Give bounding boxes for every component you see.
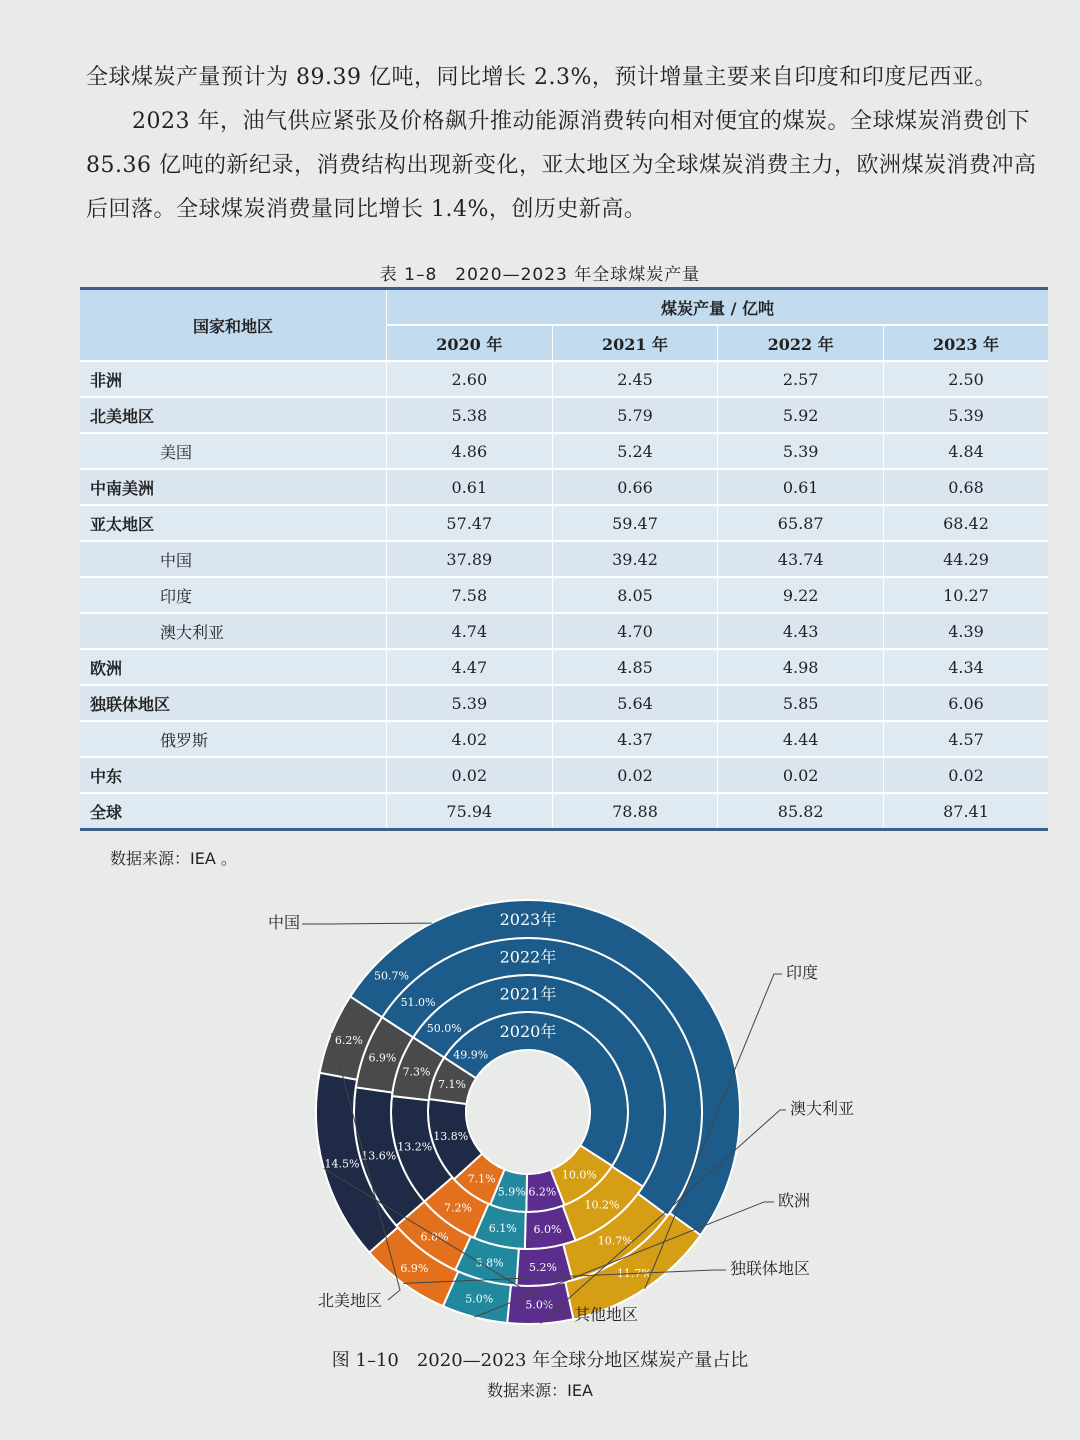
header-region: 国家和地区 [80, 289, 387, 362]
donut-percent-label: 7.1% [438, 1078, 466, 1092]
donut-percent-label: 6.0% [533, 1222, 562, 1236]
production-value: 4.47 [387, 649, 553, 685]
donut-percent-label: 51.0% [400, 996, 436, 1010]
table-row [80, 757, 1048, 793]
donut-percent-label: 10.2% [584, 1198, 620, 1212]
production-value: 5.79 [552, 397, 718, 433]
production-value: 10.27 [884, 577, 1048, 613]
donut-percent-label: 49.9% [453, 1048, 489, 1062]
ring-year-label: 2023年 [499, 910, 557, 929]
production-value: 9.22 [718, 577, 884, 613]
category-label: 北美地区 [318, 1291, 383, 1310]
donut-percent-label: 6.1% [488, 1221, 517, 1235]
region-name: 中国 [80, 541, 387, 577]
production-value: 65.87 [718, 505, 884, 541]
table-title: 表 1–8 2020—2023 年全球煤炭产量 [379, 265, 701, 285]
region-name: 俄罗斯 [80, 721, 387, 757]
donut-percent-label: 5.2% [528, 1260, 557, 1274]
production-value: 85.82 [718, 793, 884, 830]
production-value: 4.74 [387, 613, 553, 649]
donut-percent-label: 13.2% [397, 1140, 433, 1154]
production-value: 5.64 [552, 685, 718, 721]
region-name: 亚太地区 [80, 505, 387, 541]
category-label: 印度 [786, 963, 819, 982]
region-name: 印度 [80, 577, 387, 613]
donut-percent-label: 13.6% [361, 1149, 397, 1163]
production-value: 44.29 [884, 541, 1048, 577]
production-value: 5.24 [552, 433, 718, 469]
region-name: 非洲 [80, 361, 387, 397]
production-value: 7.58 [387, 577, 553, 613]
region-name: 美国 [80, 433, 387, 469]
coal-production-table [80, 287, 1048, 831]
production-value: 68.42 [884, 505, 1048, 541]
production-value: 4.44 [718, 721, 884, 757]
production-value: 78.88 [552, 793, 718, 830]
production-value: 0.61 [718, 469, 884, 505]
production-value: 0.02 [718, 757, 884, 793]
donut-chart [240, 880, 855, 1340]
table-row [80, 793, 1048, 830]
production-value: 4.86 [387, 433, 553, 469]
production-value: 8.05 [552, 577, 718, 613]
production-value: 39.42 [552, 541, 718, 577]
donut-percent-label: 6.9% [400, 1262, 429, 1276]
production-value: 2.57 [718, 361, 884, 397]
donut-percent-label: 5.9% [497, 1185, 526, 1199]
production-value: 37.89 [387, 541, 553, 577]
table-source: 数据来源：IEA 。 [110, 849, 237, 868]
table-row [80, 541, 1048, 577]
production-value: 4.43 [718, 613, 884, 649]
region-name: 独联体地区 [80, 685, 387, 721]
region-name: 北美地区 [80, 397, 387, 433]
donut-percent-label: 6.8% [420, 1230, 449, 1244]
callout-line [302, 923, 432, 924]
production-value: 2.60 [387, 361, 553, 397]
donut-percent-label: 7.3% [402, 1065, 431, 1079]
production-value: 4.39 [884, 613, 1048, 649]
production-value: 0.02 [387, 757, 553, 793]
production-value: 5.39 [884, 397, 1048, 433]
table-row [80, 397, 1048, 433]
production-value: 4.84 [884, 433, 1048, 469]
category-label: 独联体地区 [730, 1259, 811, 1278]
header-year: 2020 年 [387, 325, 553, 361]
production-value: 0.68 [884, 469, 1048, 505]
production-value: 59.47 [552, 505, 718, 541]
production-value: 5.39 [718, 433, 884, 469]
table-row [80, 577, 1048, 613]
donut-percent-label: 7.2% [443, 1201, 472, 1215]
production-value: 4.98 [718, 649, 884, 685]
table-row [80, 433, 1048, 469]
production-value: 5.39 [387, 685, 553, 721]
region-name: 澳大利亚 [80, 613, 387, 649]
figure-caption: 图 1–10 2020—2023 年全球分地区煤炭产量占比 [331, 1350, 749, 1371]
donut-percent-label: 14.5% [324, 1157, 360, 1171]
region-name: 全球 [80, 793, 387, 830]
donut-percent-label: 11.7% [616, 1267, 652, 1281]
table-row [80, 505, 1048, 541]
production-value: 87.41 [884, 793, 1048, 830]
donut-percent-label: 6.2% [528, 1185, 557, 1199]
region-name: 欧洲 [80, 649, 387, 685]
production-value: 0.66 [552, 469, 718, 505]
table-row [80, 469, 1048, 505]
category-label: 其他地区 [574, 1305, 639, 1324]
production-value: 0.61 [387, 469, 553, 505]
ring-year-label: 2021年 [499, 984, 557, 1004]
production-value: 4.70 [552, 613, 718, 649]
ring-year-label: 2020年 [499, 1022, 557, 1041]
donut-percent-label: 6.2% [334, 1034, 363, 1048]
production-value: 5.38 [387, 397, 553, 433]
header-year: 2022 年 [718, 325, 884, 361]
production-value: 0.02 [552, 757, 718, 793]
category-label: 欧洲 [778, 1191, 811, 1210]
production-value: 0.02 [884, 757, 1048, 793]
ring-year-label: 2022年 [499, 947, 557, 967]
production-value: 4.34 [884, 649, 1048, 685]
donut-percent-label: 5.0% [525, 1298, 554, 1312]
paragraph-2: 2023 年，油气供应紧张及价格飙升推动能源消费转向相对便宜的煤炭。全球煤炭消费创下 85.36 亿吨的新纪录，消费结构出现新变化，亚太地区为全球煤炭消费主力，欧洲煤炭消费冲高后回落。全球煤炭消费量同比增长 1.4%，创历史新高。 [86, 109, 1037, 222]
table-row [80, 613, 1048, 649]
donut-percent-label: 7.1% [467, 1172, 496, 1186]
figure-source: 数据来源：IEA [487, 1381, 593, 1400]
production-value: 4.85 [552, 649, 718, 685]
production-value: 2.45 [552, 361, 718, 397]
donut-percent-label: 10.0% [561, 1168, 597, 1182]
production-value: 4.37 [552, 721, 718, 757]
donut-percent-label: 5.8% [475, 1256, 504, 1270]
category-label: 中国 [268, 913, 301, 932]
header-year: 2023 年 [884, 325, 1048, 361]
donut-percent-label: 5.0% [465, 1292, 494, 1306]
production-value: 6.06 [884, 685, 1048, 721]
production-value: 43.74 [718, 541, 884, 577]
table-row [80, 649, 1048, 685]
region-name: 中南美洲 [80, 469, 387, 505]
donut-percent-label: 10.7% [597, 1234, 633, 1248]
donut-percent-label: 6.9% [368, 1051, 397, 1065]
donut-percent-label: 13.8% [433, 1130, 469, 1144]
production-value: 2.50 [884, 361, 1048, 397]
production-value: 75.94 [387, 793, 553, 830]
production-value: 4.02 [387, 721, 553, 757]
donut-percent-label: 50.7% [374, 969, 410, 983]
production-value: 5.92 [718, 397, 884, 433]
table-row [80, 361, 1048, 397]
production-value: 57.47 [387, 505, 553, 541]
header-year: 2021 年 [552, 325, 718, 361]
donut-percent-label: 50.0% [426, 1022, 462, 1036]
production-value: 4.57 [884, 721, 1048, 757]
category-label: 澳大利亚 [790, 1099, 855, 1118]
production-value: 5.85 [718, 685, 884, 721]
header-group: 煤炭产量 / 亿吨 [387, 289, 1049, 326]
table-row [80, 685, 1048, 721]
table-row [80, 721, 1048, 757]
region-name: 中东 [80, 757, 387, 793]
paragraph-1: 全球煤炭产量预计为 89.39 亿吨，同比增长 2.3%，预计增量主要来自印度和印度尼西亚。 [86, 65, 997, 90]
